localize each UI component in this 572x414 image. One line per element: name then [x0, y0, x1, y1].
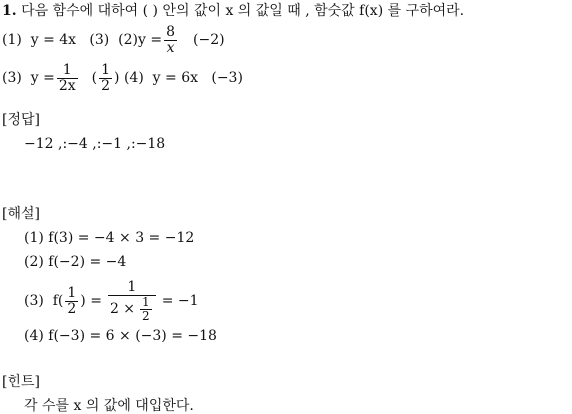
fraction-denominator: x	[164, 40, 177, 56]
answer-label: [정답]	[2, 112, 40, 128]
fraction-numerator: 1	[101, 61, 111, 78]
explanation-line-3	[24, 268, 199, 334]
item-row2-rest: ) (4) y = 6x (−3)	[114, 70, 243, 86]
fraction-1-over-2	[65, 286, 78, 317]
fraction-denominator: 2	[67, 300, 77, 317]
fraction-8-over-x	[164, 25, 177, 56]
explanation-line-1: (1) f(3) = −4 × 3 = −12	[24, 230, 195, 246]
fraction-1-over-2	[140, 296, 152, 323]
fraction-1-over-2-times-half	[108, 280, 156, 323]
fraction-numerator: 1	[67, 284, 77, 301]
item-row2-text: (3) y =	[2, 70, 55, 86]
fraction-denominator: 2x	[58, 77, 76, 94]
fraction-1-over-2	[99, 63, 112, 94]
explanation-label: [해설]	[2, 206, 40, 222]
question-stem	[2, 3, 464, 19]
hint-label: [힌트]	[2, 374, 40, 390]
explanation-line-2: (2) f(−2) = −4	[24, 254, 127, 270]
explanation-line-4: (4) f(−3) = 6 × (−3) = −18	[24, 328, 217, 344]
question-items-row-1	[2, 20, 225, 60]
item-row2-open-paren: (	[91, 70, 98, 86]
explanation-line3-a: (3) f(	[24, 293, 64, 309]
question-items-row-2	[2, 58, 243, 98]
question-text: 다음 함수에 대하여 ( ) 안의 값이 x 의 값일 때 , 함숫값 f(x) 를 구하여라.	[21, 3, 465, 19]
denominator-text: 2 ×	[109, 300, 136, 317]
question-number: 1.	[2, 3, 17, 19]
fraction-denominator: 2	[142, 308, 150, 323]
fraction-denominator	[108, 295, 156, 323]
explanation-line3-c: = −1	[161, 293, 199, 309]
hint-text: 각 수를 x 의 값에 대입한다.	[24, 398, 194, 414]
explanation-line3-b: ) =	[80, 293, 102, 309]
item-row1-text: (1) y = 4x (3) (2)y =	[2, 32, 163, 48]
answer-text: −12 ,:−4 ,:−1 ,:−18	[24, 136, 166, 152]
fraction-1-over-2x	[57, 63, 78, 94]
fraction-denominator: 2	[101, 77, 111, 94]
fraction-numerator: 1	[127, 278, 137, 295]
fraction-numerator: 1	[142, 294, 150, 309]
item-row1-arg: (−2)	[193, 32, 225, 48]
fraction-numerator: 8	[166, 23, 175, 40]
fraction-numerator: 1	[62, 61, 72, 78]
